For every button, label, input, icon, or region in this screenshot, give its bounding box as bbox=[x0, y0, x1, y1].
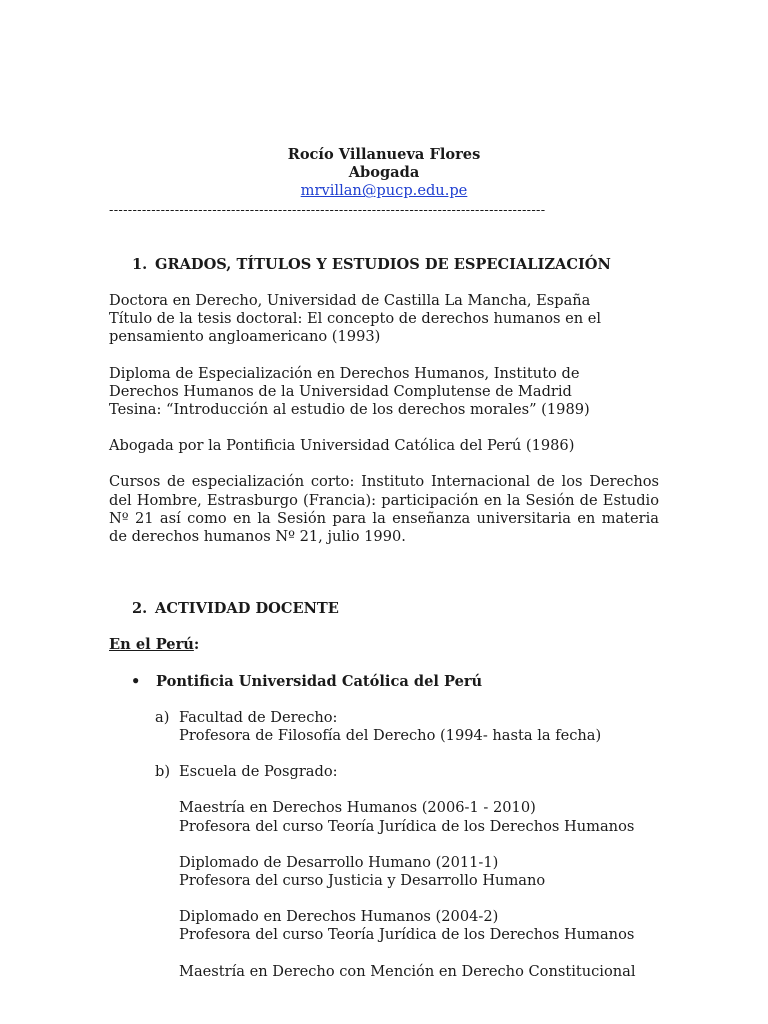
divider-line: --------------------------------------------------------------------------------------------- bbox=[109, 202, 546, 218]
diploma-entry bbox=[109, 365, 659, 420]
item-b1 bbox=[109, 799, 659, 835]
lawyer-entry: Abogada por la Pontificia Universidad Católica del Perú (1986) bbox=[109, 437, 575, 455]
document-page bbox=[109, 146, 659, 981]
item-a-title: Facultad de Derecho: bbox=[179, 708, 338, 726]
item-a-detail: Profesora de Filosofía del Derecho (1994- hasta la fecha) bbox=[179, 727, 602, 745]
item-b2-title: Diplomado de Desarrollo Humano (2011-1) bbox=[179, 853, 499, 871]
item-b4-title: Maestría en Derecho con Mención en Derecho Constitucional bbox=[179, 962, 636, 980]
item-b-letter: b) bbox=[155, 763, 171, 781]
university-bullet bbox=[109, 673, 659, 691]
author-name: Rocío Villanueva Flores bbox=[287, 146, 481, 163]
item-b-title: Escuela de Posgrado: bbox=[179, 763, 338, 781]
item-a bbox=[109, 709, 659, 745]
subheading-peru bbox=[109, 636, 659, 654]
item-b bbox=[109, 763, 659, 781]
email-link[interactable]: mrvillan@pucp.edu.pe bbox=[300, 182, 468, 200]
section-2-number: 2. bbox=[132, 600, 148, 618]
doctorate-entry bbox=[109, 292, 659, 347]
diploma-line-3: Tesina: “Introducción al estudio de los derechos morales” (1989) bbox=[109, 401, 590, 419]
item-b1-title: Maestría en Derechos Humanos (2006-1 - 2010) bbox=[179, 799, 536, 817]
doctorate-line-2: Título de la tesis doctoral: El concepto de derechos humanos en el bbox=[109, 310, 602, 328]
doctorate-line-1: Doctora en Derecho, Universidad de Castilla La Mancha, España bbox=[109, 292, 591, 310]
item-b1-detail: Profesora del curso Teoría Jurídica de los Derechos Humanos bbox=[179, 817, 635, 835]
courses-entry: Cursos de especialización corto: Instituto Internacional de los Derechos del Hombre, Estrasburgo (Francia): participación en la Sesión de Estudio Nº 21 así como en la Sesión para la enseñanza universitaria en materia de derechos humanos Nº 21, julio 1990. bbox=[109, 473, 659, 546]
diploma-line-1: Diploma de Especialización en Derechos Humanos, Instituto de bbox=[109, 364, 580, 382]
university-name: Pontificia Universidad Católica del Perú bbox=[156, 672, 483, 690]
item-a-letter: a) bbox=[155, 708, 170, 726]
bullet-icon: • bbox=[131, 672, 141, 690]
section-1-title-text: GRADOS, TÍTULOS Y ESTUDIOS DE ESPECIALIZACIÓN bbox=[155, 255, 611, 273]
section-2-title-text: ACTIVIDAD DOCENTE bbox=[155, 600, 339, 618]
section-1-number: 1. bbox=[132, 255, 148, 273]
header bbox=[109, 146, 659, 201]
doctorate-line-3: pensamiento angloamericano (1993) bbox=[109, 328, 381, 346]
item-b3-detail: Profesora del curso Teoría Jurídica de los Derechos Humanos bbox=[179, 926, 635, 944]
subheading-peru-text: En el Perú bbox=[109, 636, 194, 654]
item-b4 bbox=[109, 963, 659, 981]
author-profession: Abogada bbox=[348, 164, 420, 182]
item-b3 bbox=[109, 908, 659, 944]
item-b2 bbox=[109, 854, 659, 890]
item-b3-title: Diplomado en Derechos Humanos (2004-2) bbox=[179, 908, 499, 926]
item-b2-detail: Profesora del curso Justicia y Desarrollo Humano bbox=[179, 872, 546, 890]
subheading-colon: : bbox=[193, 636, 200, 654]
section-2-title bbox=[109, 600, 659, 618]
section-1-title bbox=[109, 256, 659, 274]
diploma-line-2: Derechos Humanos de la Universidad Complutense de Madrid bbox=[109, 382, 572, 400]
